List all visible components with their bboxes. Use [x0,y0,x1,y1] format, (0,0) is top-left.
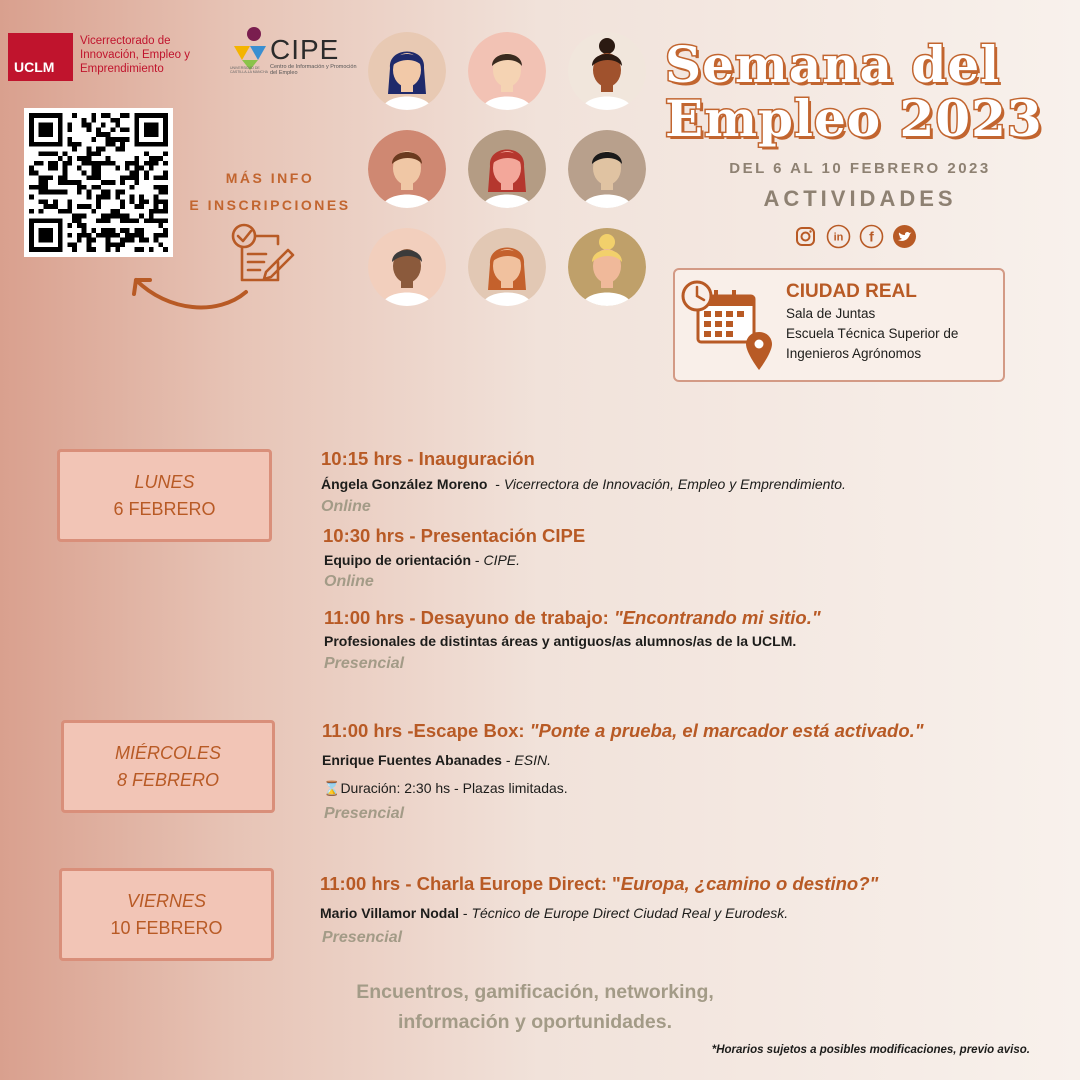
avatar [568,32,646,110]
day-name: MIÉRCOLES [114,742,222,763]
day-box-wednesday [61,720,275,813]
location-city: CIUDAD REAL [786,281,917,302]
day-date: 10 FEBRERO [110,917,223,938]
event-speaker: Equipo de orientación [324,552,472,568]
event-title-line1: Semana del [665,35,1001,94]
event-separator: - [471,552,484,568]
more-info-line2: E INSCRIPCIONES [189,197,351,213]
day-name: VIERNES [126,890,207,911]
twitter-icon[interactable] [892,224,917,249]
event-speaker-line [324,633,796,649]
avatar [568,130,646,208]
event-title-prefix: 11:00 hrs -Escape Box: [322,720,530,741]
event-title-cipe: 10:30 hrs - Presentación CIPE [323,525,586,546]
curved-arrow-icon [128,258,253,316]
event-speaker-line [320,905,788,921]
event-separator: - [459,905,472,921]
more-info-label [180,165,360,219]
event-title-escape-box [322,720,924,742]
instagram-icon[interactable] [793,224,818,249]
event-dates: DEL 6 AL 10 FEBRERO 2023 [729,160,991,177]
event-speaker: Enrique Fuentes Abanades [322,752,502,768]
more-info-line1: MÁS INFO [225,170,315,186]
event-speaker: Mario Villamor Nodal [320,905,459,921]
qr-code[interactable] [24,108,173,257]
day-date: 8 FEBRERO [116,769,220,790]
facebook-icon[interactable] [859,224,884,249]
event-title-europe-direct [320,873,878,895]
event-speaker-line [324,552,520,568]
event-title-line2: Empleo 2023 [665,89,1043,148]
svg-text:in: in [833,231,844,244]
linkedin-icon[interactable] [826,224,851,249]
event-speaker: Profesionales de distintas áreas y antiguos/as alumnos/as de la UCLM. [324,633,797,649]
schedule-disclaimer: *Horarios sujetos a posibles modificaciones, previo aviso. [711,1044,1030,1056]
qr-code-icon [29,113,168,252]
event-mode: Online [321,498,371,515]
event-mode: Presencial [324,805,405,822]
event-mode: Online [324,573,374,590]
event-speaker: Ángela González Moreno [321,476,488,492]
location-building-line2: Ingenieros Agrónomos [786,346,922,361]
cipe-logo-mark [230,26,270,70]
calendar-location-icon [680,278,780,373]
event-title-breakfast [324,607,821,629]
event-mode: Presencial [322,929,403,946]
section-heading: ACTIVIDADES [763,186,957,211]
hourglass-icon: ⌛ [323,780,341,796]
cipe-subtitle: Centro de Información y Promoción del Empleo [270,64,357,76]
event-separator: - [487,476,504,492]
cipe-logo-text: CIPE [270,34,340,65]
svg-text:f: f [869,228,874,245]
uclm-unit-name: Vicerrectorado de Innovación, Empleo y Emprendimiento [80,35,190,75]
event-title-quote: Europa, ¿camino o destino?" [620,873,879,894]
event-mode: Presencial [324,655,405,672]
event-separator: - [501,752,515,768]
avatar [368,130,446,208]
day-name: LUNES [134,471,195,492]
avatar [468,32,546,110]
event-title-inauguration: 10:15 hrs - Inauguración [321,448,535,469]
avatar [468,228,546,306]
event-speaker-line [322,752,551,768]
event-title-prefix: 11:00 hrs - Desayuno de trabajo: [324,607,614,628]
closing-line2: información y oportunidades. [397,1011,673,1033]
day-date: 6 FEBRERO [113,498,216,519]
event-title-quote: "Encontrando mi sitio." [613,607,821,628]
social-links [793,224,917,249]
avatar [368,32,446,110]
location-room: Sala de Juntas [786,306,876,321]
closing-line1: Encuentros, gamificación, networking, [356,981,714,1003]
event-role: CIPE. [483,552,521,568]
event-role: Técnico de Europe Direct Ciudad Real y Eurodesk. [471,905,789,921]
avatar [368,228,446,306]
event-duration: Duración: 2:30 hs - Plazas limitadas. [340,780,568,796]
cipe-tagline: UNIVERSIDAD DE CASTILLA-LA MANCHA [230,66,268,74]
event-title-quote: "Ponte a prueba, el marcador está activado." [529,720,924,741]
avatar [568,228,646,306]
event-title [665,35,1045,148]
event-role: Vicerrectora de Innovación, Empleo y Emprendimiento. [503,476,846,492]
location-building-line1: Escuela Técnica Superior de [786,326,959,341]
event-duration-line [323,780,568,797]
day-box-friday [59,868,274,961]
uclm-logo: UCLM [8,33,73,81]
day-box-monday [57,449,272,542]
event-speaker-line [321,476,846,492]
event-title-prefix: 11:00 hrs - Charla Europe Direct: " [320,873,621,894]
avatar [468,130,546,208]
avatar-grid [368,32,658,322]
event-role: ESIN. [514,752,551,768]
closing-message [300,977,770,1037]
